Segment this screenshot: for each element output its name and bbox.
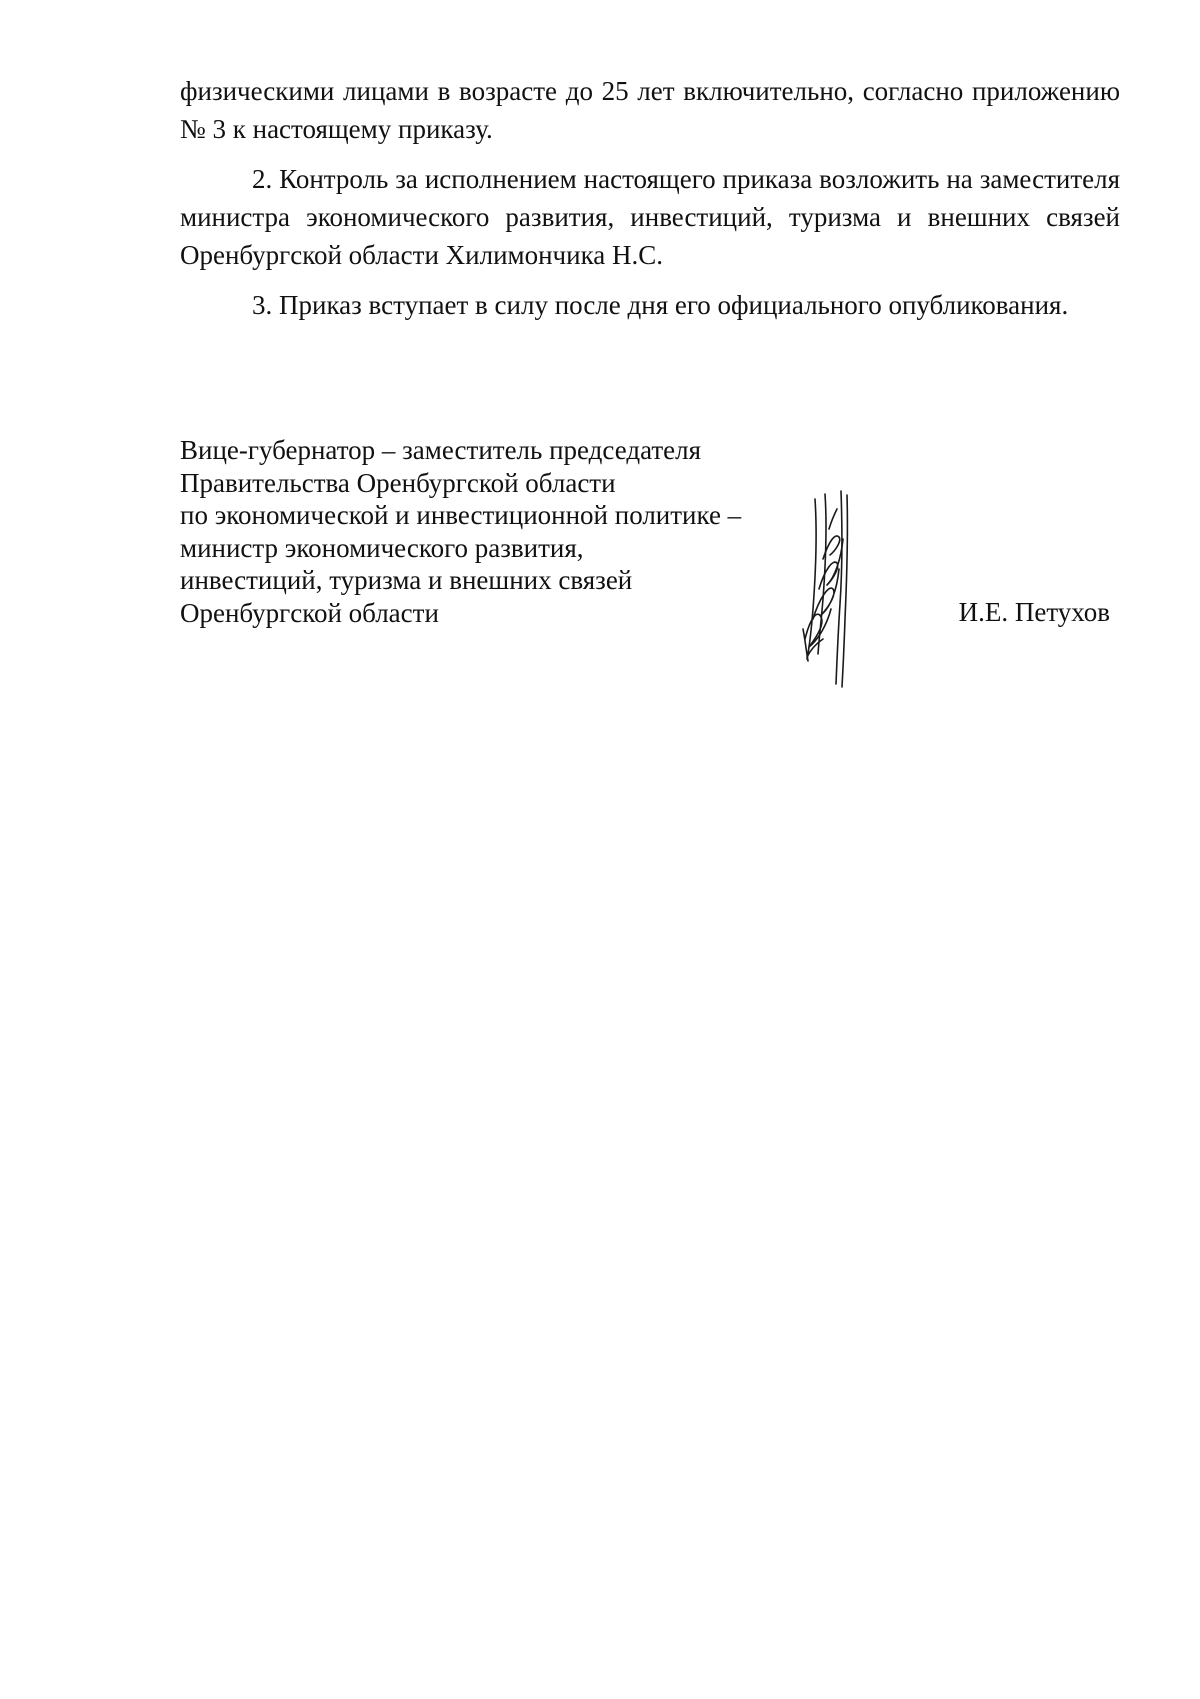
position-line: министр экономического развития, [180,532,584,563]
position-line: Оренбургской области [180,597,439,628]
paragraph-3: 3. Приказ вступает в силу после дня его официального опубликования. [252,290,1069,320]
position-line: Вице-губернатор – заместитель председателя [180,435,702,465]
position-line: инвестиций, туризма и внешних связей [180,565,633,595]
paragraph-2: 2. Контроль за исполнением настоящего приказа возложить на заместителя министра экономического развития, инвестиций, туризма и внешних связей Оренбургской области Хилимончика Н.С. [180,164,1120,270]
paragraph-continued: физическими лицами в возрасте до 25 лет включительно, согласно приложению № 3 к настоящему приказу. [180,76,1120,144]
position-line: по экономической и инвестиционной политике – [180,500,742,530]
signer-name: И.Е. Петухов [958,597,1110,627]
position-line: Правительства Оренбургской области [180,467,616,498]
signer-position [180,434,800,629]
handwritten-signature [785,489,875,689]
